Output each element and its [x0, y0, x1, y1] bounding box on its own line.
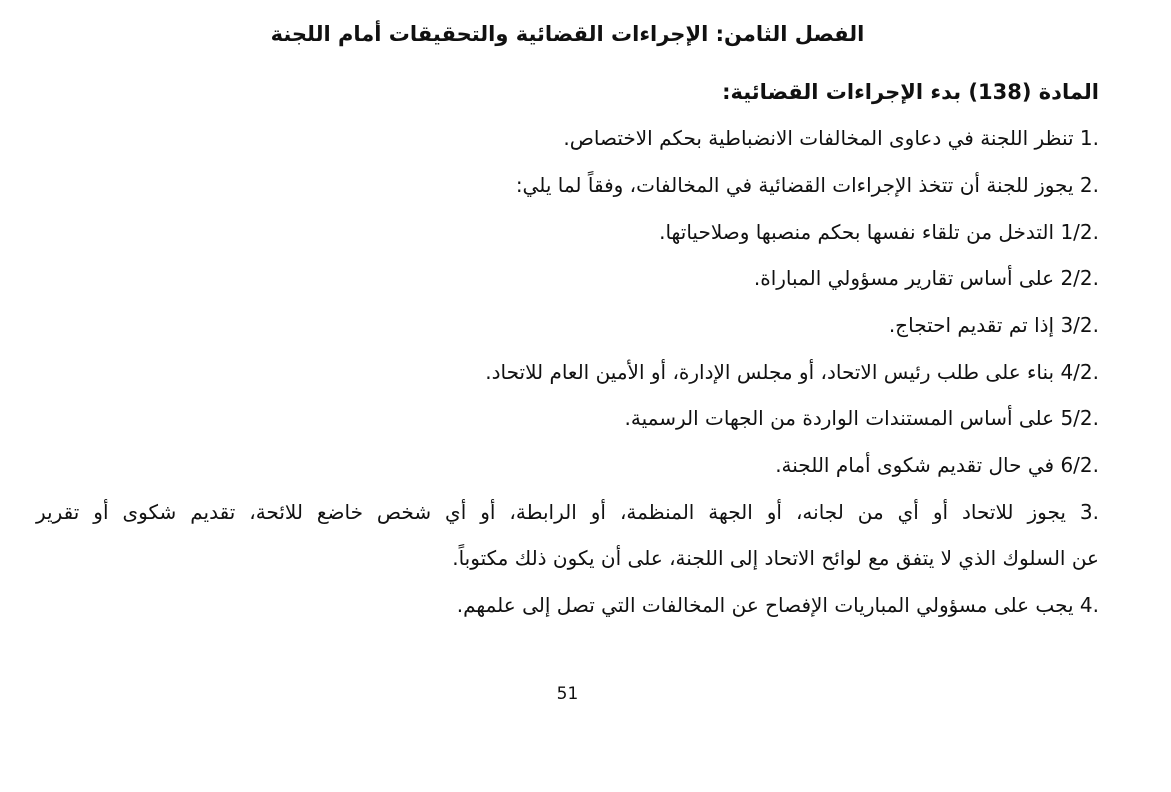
- item-text: يجوز للجنة أن تتخذ الإجراءات القضائية في المخالفات، وفقاً لما يلي:: [515, 173, 1074, 197]
- item-text-continuation: عن السلوك الذي لا يتفق مع لوائح الاتحاد إلى اللجنة، على أن يكون ذلك مكتوباً.: [452, 546, 1099, 570]
- page-number: 51: [556, 684, 579, 704]
- list-item: [36, 492, 1099, 532]
- item-number: 1/2.: [1060, 220, 1099, 244]
- item-text: في حال تقديم شكوى أمام اللجنة.: [775, 453, 1055, 477]
- item-number: 1.: [1079, 126, 1099, 150]
- item-text: يجب على مسؤولي المباريات الإفصاح عن المخالفات التي تصل إلى علمهم.: [456, 593, 1074, 617]
- chapter-title: الفصل الثامن: الإجراءات القضائية والتحقيقات أمام اللجنة: [270, 22, 865, 46]
- item-text: على أساس المستندات الواردة من الجهات الرسمية.: [624, 406, 1055, 430]
- item-number: 4.: [1079, 593, 1099, 617]
- list-item: [516, 165, 1099, 205]
- item-number: 5/2.: [1060, 406, 1099, 430]
- item-text: بناء على طلب رئيس الاتحاد، أو مجلس الإدارة، أو الأمين العام للاتحاد.: [485, 360, 1055, 384]
- item-number: 4/2.: [1060, 360, 1099, 384]
- item-text: على أساس تقارير مسؤولي المباراة.: [753, 266, 1055, 290]
- list-item: [563, 118, 1099, 158]
- item-text: التدخل من تلقاء نفسها بحكم منصبها وصلاحياتها.: [659, 220, 1055, 244]
- item-text: يجوز للاتحاد أو أي من لجانه، أو الجهة المنظمة، أو الرابطة، أو أي شخص خاضع للائحة، تقديم شكوى أو تقرير: [36, 500, 1066, 524]
- list-item: [625, 398, 1099, 438]
- item-number: 6/2.: [1060, 453, 1099, 477]
- list-item-continuation: [452, 538, 1099, 578]
- list-item: [485, 352, 1099, 392]
- list-item: [775, 445, 1099, 485]
- item-number: 3/2.: [1060, 313, 1099, 337]
- item-text: تنظر اللجنة في دعاوى المخالفات الانضباطية بحكم الاختصاص.: [563, 126, 1074, 150]
- list-item: [457, 585, 1099, 625]
- item-number: 3.: [1079, 500, 1099, 524]
- item-number: 2/2.: [1060, 266, 1099, 290]
- item-number: 2.: [1079, 173, 1099, 197]
- item-text: إذا تم تقديم احتجاج.: [888, 313, 1055, 337]
- article-heading: المادة (138) بدء الإجراءات القضائية:: [722, 80, 1099, 104]
- list-item: [889, 305, 1099, 345]
- list-item: [659, 212, 1099, 252]
- list-item: [754, 258, 1099, 298]
